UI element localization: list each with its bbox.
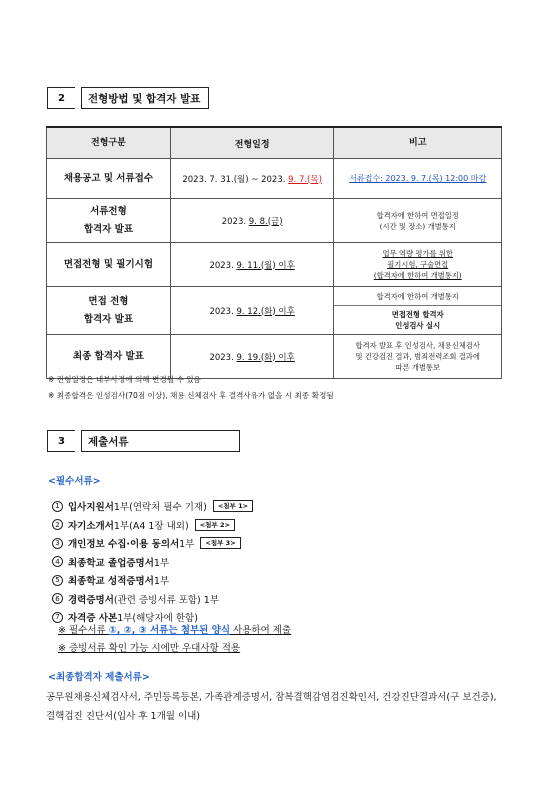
date-cell: 2023. 9. 11.(월) 이후 [170, 243, 334, 287]
footnote: ※ 전형일정은 내부사정에 의해 변경될 수 있음 [48, 375, 201, 384]
final-docs-heading: <최종합격자 제출서류> [48, 672, 150, 683]
list-item: 7 자격증 사본 1부(해당자에 한함) [52, 608, 253, 627]
list-item: 6 경력증명서 (관련 증빙서류 포함) 1부 [52, 590, 253, 609]
attachment-tag: <첨부 1> [213, 500, 253, 512]
footnote: ※ 최종합격은 인성검사(70점 이상), 채용 신체검사 후 결격사유가 없을 시 최종 확정됨 [48, 391, 334, 400]
section-title: 전형방법 및 합격자 발표 [81, 87, 209, 109]
list-item: 4 최종학교 졸업증명서 1부 [52, 553, 253, 572]
section-number: 3 [47, 430, 75, 452]
list-item: 5 최종학교 성적증명서 1부 [52, 571, 253, 590]
table-row [47, 243, 502, 287]
table-row [47, 199, 502, 243]
table-row [47, 159, 502, 199]
note-cell: 업무 역량 평가를 위한 필기시험, 구술면접 (합격자에 한하여 개별통지) [334, 243, 502, 287]
attachment-tag: <첨부 2> [195, 519, 235, 531]
attachment-note: ※ 필수서류 ①, ②, ③ 서류는 첨부된 양식 사용하여 제출 [58, 625, 292, 636]
stage-cell: 채용공고 및 서류접수 [47, 159, 171, 199]
table-row [47, 335, 502, 379]
date-cell: 2023. 9. 19.(화) 이후 [170, 335, 334, 379]
note-cell [334, 159, 502, 199]
deadline-note: 서류접수: 2023. 9. 7.(목) 12:00 마감 [349, 174, 487, 183]
header-note: 비고 [334, 127, 502, 159]
header-date: 전형일정 [170, 127, 334, 159]
required-docs-heading: <필수서류> [48, 476, 101, 487]
list-item: 3 개인정보 수집·이용 동의서 1부 <첨부 3> [52, 534, 253, 553]
stage-cell: 면접 전형 합격자 발표 [47, 287, 171, 335]
schedule-table [46, 126, 502, 379]
attachment-tag: <첨부 3> [200, 537, 240, 549]
preference-note: ※ 증빙서류 확인 가능 시에만 우대사항 적용 [58, 643, 241, 654]
table-header-row [47, 127, 502, 159]
section-2-header [47, 87, 209, 109]
header-stage: 전형구분 [47, 127, 171, 159]
stage-cell: 서류전형 합격자 발표 [47, 199, 171, 243]
section-3-header [47, 430, 240, 452]
stage-cell: 최종 합격자 발표 [47, 335, 171, 379]
section-number: 2 [47, 87, 75, 109]
note-cell: 합격자에 한하여 면접일정 (시간 및 장소) 개별통지 [334, 199, 502, 243]
date-cell: 2023. 9. 8.(금) [170, 199, 334, 243]
section-title: 제출서류 [81, 430, 240, 452]
note-cell: 합격자 발표 후 인성검사, 채용신체검사 및 건강검진 결과, 범죄전력조회 결과에 따른 개별통보 [334, 335, 502, 379]
required-docs-list [52, 497, 253, 627]
stage-cell: 면접전형 및 필기시험 [47, 243, 171, 287]
list-item: 2 자기소개서 1부(A4 1장 내외) <첨부 2> [52, 516, 253, 535]
table-row [47, 287, 502, 335]
list-item: 1 입사지원서 1부(연락처 필수 기재) <첨부 1> [52, 497, 253, 516]
note-cell: 합격자에 한하여 개별통지 면접전형 합격자 인성검사 실시 [334, 287, 502, 335]
date-cell: 2023. 9. 12.(화) 이후 [170, 287, 334, 335]
date-cell: 2023. 7. 31.(월) ~ 2023. 9. 7.(목) [170, 159, 334, 199]
final-docs-text: 공무원채용신체검사서, 주민등록등본, 가족관계증명서, 잠복결핵감염검진확인서, 건강진단결과서(구 보건증), 결핵검진 진단서(입사 후 1개월 이내) [46, 692, 497, 722]
